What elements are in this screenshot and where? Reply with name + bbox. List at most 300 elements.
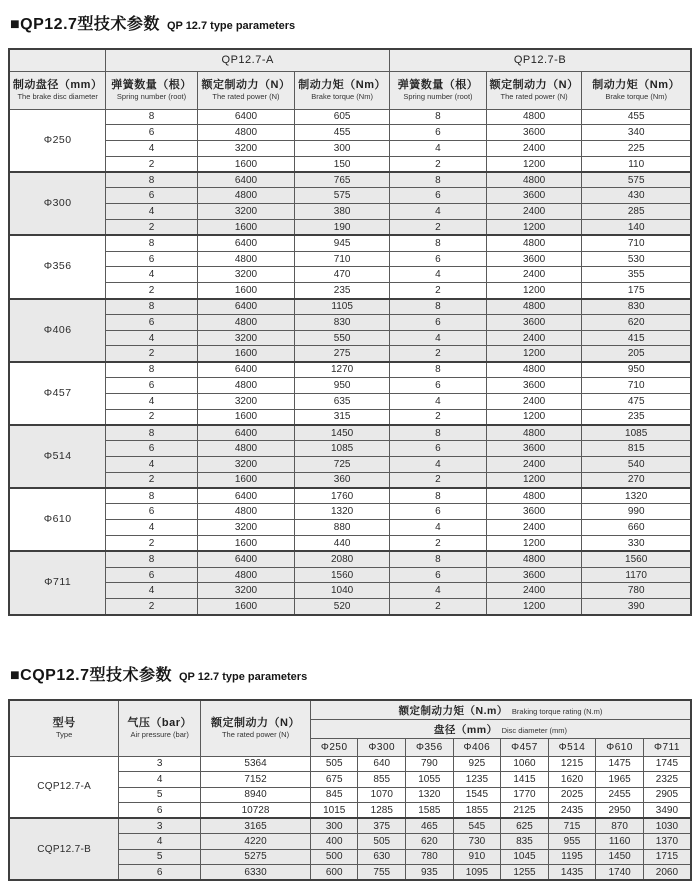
value-cell: 4800: [197, 504, 295, 520]
value-cell: 1600: [197, 409, 295, 425]
value-cell: 640: [358, 756, 406, 772]
header-label-en: Brake torque (Nm): [582, 92, 690, 101]
table-header-row: [9, 71, 691, 109]
value-cell: 1600: [197, 346, 295, 362]
value-cell: 2400: [486, 457, 581, 473]
table-row: [9, 330, 691, 346]
disc-diameter-cell: Φ356: [9, 235, 106, 298]
disc-diameter-cell: Φ406: [9, 299, 106, 362]
cqp-parameters-table: [8, 699, 692, 881]
header-label-en: The brake disc diameter: [10, 92, 105, 101]
value-cell: 730: [453, 834, 501, 850]
value-cell: 710: [582, 378, 691, 394]
value-cell: 4: [106, 393, 197, 409]
value-cell: 6: [106, 567, 197, 583]
value-cell: 4: [106, 330, 197, 346]
value-cell: 4800: [486, 362, 581, 378]
value-cell: 6: [106, 125, 197, 141]
value-cell: 1200: [486, 599, 581, 615]
disc-diameter-cell: Φ300: [9, 172, 106, 235]
value-cell: 8: [390, 235, 487, 251]
value-cell: 660: [582, 520, 691, 536]
value-cell: 2905: [643, 787, 691, 803]
col-header-phi-610: Φ610: [596, 738, 644, 756]
table-header-row: [9, 700, 691, 720]
value-cell: 1760: [295, 488, 390, 504]
value-cell: 5: [119, 787, 201, 803]
value-cell: 300: [310, 818, 358, 834]
value-cell: 4800: [197, 441, 295, 457]
header-label-en: Air pressure (bar): [119, 730, 200, 739]
value-cell: 6400: [197, 172, 295, 188]
value-cell: 870: [596, 818, 644, 834]
value-cell: 1255: [501, 865, 549, 881]
value-cell: 1740: [596, 865, 644, 881]
table-row: [9, 141, 691, 157]
col-header-phi-300: Φ300: [358, 738, 406, 756]
value-cell: 1600: [197, 536, 295, 552]
value-cell: 340: [582, 125, 691, 141]
value-cell: 150: [295, 156, 390, 172]
value-cell: 3200: [197, 457, 295, 473]
value-cell: 2080: [295, 551, 390, 567]
value-cell: 505: [310, 756, 358, 772]
value-cell: 4800: [197, 251, 295, 267]
table-row: [9, 472, 691, 488]
value-cell: 855: [358, 772, 406, 788]
value-cell: 2400: [486, 393, 581, 409]
value-cell: 3490: [643, 803, 691, 819]
value-cell: 315: [295, 409, 390, 425]
section1-title-cn: ■QP12.7型技术参数: [10, 16, 160, 33]
value-cell: 6400: [197, 299, 295, 315]
value-cell: 950: [295, 378, 390, 394]
value-cell: 780: [406, 849, 454, 865]
table-row: [9, 520, 691, 536]
value-cell: 6400: [197, 235, 295, 251]
value-cell: 1475: [596, 756, 644, 772]
table-row: [9, 567, 691, 583]
value-cell: 2400: [486, 520, 581, 536]
value-cell: 1105: [295, 299, 390, 315]
header-label-cn: 额定制动力（N）: [487, 79, 581, 92]
qp-table-body: [9, 109, 691, 615]
col-header-phi-711: Φ711: [643, 738, 691, 756]
value-cell: 1070: [358, 787, 406, 803]
value-cell: 1715: [643, 849, 691, 865]
value-cell: 465: [406, 818, 454, 834]
col-header-phi-457: Φ457: [501, 738, 549, 756]
header-label-en: Brake torque (Nm): [295, 92, 389, 101]
value-cell: 3600: [486, 251, 581, 267]
value-cell: 4: [119, 834, 201, 850]
value-cell: 355: [582, 267, 691, 283]
value-cell: 790: [406, 756, 454, 772]
disc-diameter-cell: Φ711: [9, 551, 106, 614]
col-header-rated-power-b: [486, 71, 581, 109]
table-row: [9, 536, 691, 552]
value-cell: 270: [582, 472, 691, 488]
table-row: [9, 378, 691, 394]
value-cell: 6: [106, 314, 197, 330]
value-cell: 1030: [643, 818, 691, 834]
section1-title-en: QP 12.7 type parameters: [167, 20, 295, 32]
value-cell: 910: [453, 849, 501, 865]
value-cell: 175: [582, 283, 691, 299]
table-header-row: [9, 49, 691, 71]
value-cell: 3200: [197, 330, 295, 346]
header-label-cn: 制动力矩（Nm）: [582, 79, 690, 92]
value-cell: 6: [106, 441, 197, 457]
value-cell: 2: [106, 283, 197, 299]
value-cell: 3200: [197, 583, 295, 599]
header-label-cn: 气压（bar）: [119, 717, 200, 730]
value-cell: 545: [453, 818, 501, 834]
header-label-cn: 额定制动力矩（N.m）: [399, 705, 508, 717]
value-cell: 1270: [295, 362, 390, 378]
value-cell: 455: [582, 109, 691, 125]
table-row: [9, 441, 691, 457]
table-row: [9, 188, 691, 204]
value-cell: 625: [501, 818, 549, 834]
header-label-cn: 盘径（mm）: [434, 724, 498, 736]
value-cell: 275: [295, 346, 390, 362]
value-cell: 4: [106, 520, 197, 536]
col-header-disc-diameter: [9, 71, 106, 109]
value-cell: 1085: [582, 425, 691, 441]
header-label-en: The rated power (N): [487, 92, 581, 101]
value-cell: 6: [390, 125, 487, 141]
value-cell: 1235: [453, 772, 501, 788]
header-label-en: Spring number (root): [106, 92, 196, 101]
value-cell: 520: [295, 599, 390, 615]
value-cell: 3165: [201, 818, 311, 834]
value-cell: 235: [295, 283, 390, 299]
value-cell: 1585: [406, 803, 454, 819]
value-cell: 2: [390, 536, 487, 552]
value-cell: 710: [295, 251, 390, 267]
value-cell: 6400: [197, 551, 295, 567]
value-cell: 1620: [548, 772, 596, 788]
col-header-brake-torque-a: [295, 71, 390, 109]
value-cell: 4: [390, 267, 487, 283]
value-cell: 4: [106, 267, 197, 283]
value-cell: 1450: [295, 425, 390, 441]
disc-diameter-cell: Φ250: [9, 109, 106, 172]
value-cell: 1600: [197, 220, 295, 236]
value-cell: 1160: [596, 834, 644, 850]
value-cell: 620: [582, 314, 691, 330]
value-cell: 2400: [486, 141, 581, 157]
value-cell: 2: [106, 156, 197, 172]
value-cell: 470: [295, 267, 390, 283]
value-cell: 10728: [201, 803, 311, 819]
value-cell: 8: [106, 235, 197, 251]
value-cell: 835: [501, 834, 549, 850]
value-cell: 285: [582, 204, 691, 220]
header-label-en: The rated power (N): [201, 730, 310, 739]
value-cell: 575: [295, 188, 390, 204]
section2-title: [10, 662, 692, 685]
header-label-cn: 制动力矩（Nm）: [295, 79, 389, 92]
model-cell: CQP12.7-B: [9, 818, 119, 880]
header-label-en: Type: [10, 730, 118, 739]
table-row: [9, 818, 691, 834]
value-cell: 2950: [596, 803, 644, 819]
value-cell: 4: [390, 457, 487, 473]
header-label-en: Braking torque rating (N.m): [512, 707, 602, 716]
value-cell: 765: [295, 172, 390, 188]
value-cell: 1200: [486, 346, 581, 362]
value-cell: 4800: [197, 378, 295, 394]
value-cell: 945: [295, 235, 390, 251]
value-cell: 8: [106, 109, 197, 125]
value-cell: 1285: [358, 803, 406, 819]
value-cell: 715: [548, 818, 596, 834]
table-row: [9, 220, 691, 236]
value-cell: 3200: [197, 520, 295, 536]
value-cell: 8: [106, 172, 197, 188]
value-cell: 1600: [197, 472, 295, 488]
table-row: [9, 172, 691, 188]
table-row: [9, 583, 691, 599]
value-cell: 300: [295, 141, 390, 157]
value-cell: 2: [106, 599, 197, 615]
value-cell: 675: [310, 772, 358, 788]
value-cell: 2060: [643, 865, 691, 881]
value-cell: 8940: [201, 787, 311, 803]
value-cell: 530: [582, 251, 691, 267]
value-cell: 2400: [486, 204, 581, 220]
value-cell: 1055: [406, 772, 454, 788]
value-cell: 600: [310, 865, 358, 881]
value-cell: 1855: [453, 803, 501, 819]
value-cell: 1370: [643, 834, 691, 850]
value-cell: 4800: [486, 109, 581, 125]
value-cell: 2: [106, 536, 197, 552]
header-label-cn: 型号: [10, 717, 118, 730]
value-cell: 6: [106, 504, 197, 520]
value-cell: 505: [358, 834, 406, 850]
value-cell: 575: [582, 172, 691, 188]
value-cell: 8: [390, 362, 487, 378]
value-cell: 830: [295, 314, 390, 330]
table-row: [9, 425, 691, 441]
value-cell: 6: [119, 803, 201, 819]
value-cell: 8: [106, 488, 197, 504]
value-cell: 635: [295, 393, 390, 409]
value-cell: 710: [582, 235, 691, 251]
value-cell: 1200: [486, 156, 581, 172]
value-cell: 1200: [486, 536, 581, 552]
value-cell: 1045: [501, 849, 549, 865]
value-cell: 1600: [197, 599, 295, 615]
value-cell: 3600: [486, 125, 581, 141]
value-cell: 1600: [197, 156, 295, 172]
table-row: [9, 204, 691, 220]
table-row: [9, 235, 691, 251]
value-cell: 1965: [596, 772, 644, 788]
value-cell: 3: [119, 818, 201, 834]
value-cell: 8: [106, 425, 197, 441]
value-cell: 2: [106, 409, 197, 425]
value-cell: 1545: [453, 787, 501, 803]
value-cell: 2455: [596, 787, 644, 803]
value-cell: 925: [453, 756, 501, 772]
section2-title-en: QP 12.7 type parameters: [179, 671, 307, 683]
col-header-phi-250: Φ250: [310, 738, 358, 756]
value-cell: 4: [106, 204, 197, 220]
value-cell: 2400: [486, 330, 581, 346]
value-cell: 5364: [201, 756, 311, 772]
value-cell: 3200: [197, 141, 295, 157]
value-cell: 6: [390, 314, 487, 330]
value-cell: 6400: [197, 362, 295, 378]
table-row: [9, 457, 691, 473]
value-cell: 4800: [486, 425, 581, 441]
value-cell: 4: [390, 330, 487, 346]
value-cell: 4: [390, 393, 487, 409]
value-cell: 5275: [201, 849, 311, 865]
table-row: [9, 299, 691, 315]
value-cell: 935: [406, 865, 454, 881]
header-label-en: Spring number (root): [390, 92, 486, 101]
value-cell: 3200: [197, 204, 295, 220]
value-cell: 2325: [643, 772, 691, 788]
value-cell: 955: [548, 834, 596, 850]
value-cell: 1770: [501, 787, 549, 803]
value-cell: 1435: [548, 865, 596, 881]
value-cell: 1085: [295, 441, 390, 457]
value-cell: 2: [390, 283, 487, 299]
value-cell: 190: [295, 220, 390, 236]
value-cell: 1215: [548, 756, 596, 772]
value-cell: 605: [295, 109, 390, 125]
col-header-air-pressure: [119, 700, 201, 757]
col-header-spring-number-b: [390, 71, 487, 109]
col-header-rated-power-a: [197, 71, 295, 109]
qp-parameters-table: [8, 48, 692, 616]
value-cell: 630: [358, 849, 406, 865]
value-cell: 3: [119, 756, 201, 772]
value-cell: 475: [582, 393, 691, 409]
value-cell: 2125: [501, 803, 549, 819]
value-cell: 6400: [197, 488, 295, 504]
value-cell: 375: [358, 818, 406, 834]
value-cell: 4800: [197, 125, 295, 141]
col-header-brake-torque-b: [582, 71, 691, 109]
value-cell: 2: [390, 472, 487, 488]
value-cell: 4: [390, 583, 487, 599]
table-row: [9, 599, 691, 615]
qp-b-group-header: QP12.7-B: [390, 49, 691, 71]
value-cell: 380: [295, 204, 390, 220]
table-row: [9, 346, 691, 362]
value-cell: 6: [390, 441, 487, 457]
qp-a-group-header: QP12.7-A: [106, 49, 390, 71]
col-header-phi-406: Φ406: [453, 738, 501, 756]
value-cell: 3600: [486, 567, 581, 583]
value-cell: 2400: [486, 583, 581, 599]
value-cell: 4: [390, 141, 487, 157]
value-cell: 4: [106, 457, 197, 473]
value-cell: 1600: [197, 283, 295, 299]
value-cell: 4800: [486, 235, 581, 251]
table-row: [9, 267, 691, 283]
value-cell: 205: [582, 346, 691, 362]
value-cell: 4800: [197, 567, 295, 583]
value-cell: 430: [582, 188, 691, 204]
value-cell: 2: [106, 220, 197, 236]
table-row: [9, 409, 691, 425]
value-cell: 6: [390, 567, 487, 583]
value-cell: 8: [390, 488, 487, 504]
table-row: [9, 393, 691, 409]
value-cell: 1060: [501, 756, 549, 772]
value-cell: 7152: [201, 772, 311, 788]
value-cell: 1195: [548, 849, 596, 865]
value-cell: 4220: [201, 834, 311, 850]
value-cell: 8: [106, 362, 197, 378]
value-cell: 400: [310, 834, 358, 850]
table-row: [9, 109, 691, 125]
value-cell: 950: [582, 362, 691, 378]
value-cell: 110: [582, 156, 691, 172]
value-cell: 2400: [486, 267, 581, 283]
corner-cell: [9, 49, 106, 71]
value-cell: 6: [106, 378, 197, 394]
value-cell: 2435: [548, 803, 596, 819]
value-cell: 4800: [486, 488, 581, 504]
cqp-table-body: [9, 756, 691, 880]
col-header-rated-power: [201, 700, 311, 757]
value-cell: 6: [106, 188, 197, 204]
value-cell: 1200: [486, 220, 581, 236]
value-cell: 415: [582, 330, 691, 346]
value-cell: 235: [582, 409, 691, 425]
value-cell: 6: [390, 188, 487, 204]
model-cell: CQP12.7-A: [9, 756, 119, 818]
value-cell: 5: [119, 849, 201, 865]
value-cell: 4800: [486, 172, 581, 188]
value-cell: 6400: [197, 425, 295, 441]
value-cell: 1095: [453, 865, 501, 881]
header-label-cn: 弹簧数量（根）: [106, 79, 196, 92]
value-cell: 330: [582, 536, 691, 552]
section1-title: [10, 11, 692, 34]
value-cell: 500: [310, 849, 358, 865]
value-cell: 3600: [486, 188, 581, 204]
value-cell: 2: [390, 156, 487, 172]
value-cell: 2: [106, 472, 197, 488]
col-header-phi-356: Φ356: [406, 738, 454, 756]
col-header-disc-diameter-group: [310, 719, 691, 738]
value-cell: 2025: [548, 787, 596, 803]
value-cell: 8: [390, 425, 487, 441]
value-cell: 780: [582, 583, 691, 599]
table-row: [9, 504, 691, 520]
value-cell: 4: [106, 583, 197, 599]
col-header-torque-rating: [310, 700, 691, 720]
value-cell: 8: [390, 172, 487, 188]
value-cell: 4800: [197, 314, 295, 330]
header-label-en: The rated power (N): [198, 92, 295, 101]
section2-title-cn: ■CQP12.7型技术参数: [10, 667, 172, 684]
table-row: [9, 251, 691, 267]
value-cell: 880: [295, 520, 390, 536]
value-cell: 8: [106, 551, 197, 567]
value-cell: 725: [295, 457, 390, 473]
